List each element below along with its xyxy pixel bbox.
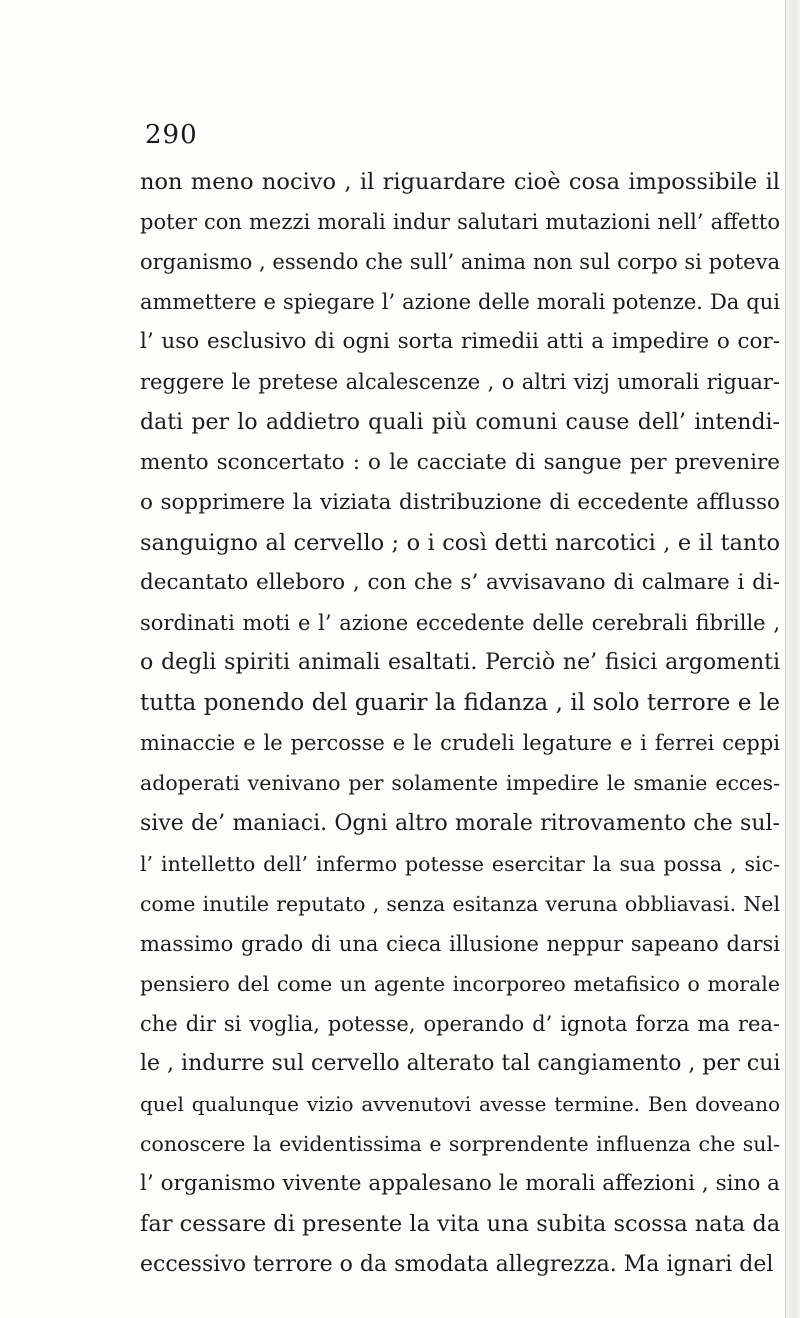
text-line: come inutile reputato , senza esitanza veruna obbliavasi. Nel	[140, 891, 780, 916]
text-line: o degli spiriti animali esaltati. Perciò ne’ fisici argomenti	[140, 650, 780, 676]
text-line: sive de’ maniaci. Ogni altro morale ritrovamento che sul-	[140, 810, 780, 836]
text-line: decantato elleboro , con che s’ avvisavano di calmare i di-	[140, 569, 780, 595]
text-line: massimo grado di una cieca illusione neppur sapeano darsi	[140, 931, 780, 956]
text-line: o sopprimere la viziata distribuzione di eccedente afflusso	[140, 489, 780, 515]
text-line: poter con mezzi morali indur salutari mutazioni nell’ affetto	[140, 210, 780, 235]
text-line: le , indurre sul cervello alterato tal cangiamento , per cui	[140, 1051, 781, 1077]
text-line: minaccie e le percosse e le crudeli legature e i ferrei ceppi	[140, 731, 780, 756]
text-line: far cessare di presente la vita una subita scossa nata da	[140, 1211, 781, 1238]
text-line: mento sconcertato : o le cacciate di sangue per prevenire	[140, 449, 780, 475]
text-line: conoscere la evidentissima e sorprendente influenza che sul-	[140, 1132, 780, 1157]
text-line: che dir si voglia, potesse, operando d’ ignota forza ma rea-	[140, 1011, 780, 1036]
text-line: tutta ponendo del guarir la fidanza , il solo terrore e le	[140, 690, 780, 717]
page-edge-shadow	[785, 0, 800, 1318]
text-line: non meno nocivo , il riguardare cioè cosa impossibile il	[140, 169, 780, 195]
text-line: ammettere e spiegare l’ azione delle morali potenze. Da qui	[140, 290, 780, 315]
body-text	[140, 162, 780, 1285]
text-line: sordinati moti e l’ azione eccedente delle cerebrali fibrille ,	[140, 611, 780, 636]
text-line: adoperati venivano per solamente impedire le smanie ecces-	[140, 771, 780, 796]
text-line: sanguigno al cervello ; o i così detti narcotici , e il tanto	[140, 529, 780, 556]
text-line: l’ intelletto dell’ infermo potesse esercitar la sua possa , sic-	[140, 851, 780, 876]
text-line: quel qualunque vizio avvenutovi avesse termine. Ben doveano	[140, 1092, 780, 1117]
text-line: eccessivo terrore o da smodata allegrezza. Ma ignari del	[140, 1251, 774, 1277]
text-line: l’ uso esclusivo di ogni sorta rimedii atti a impedire o cor-	[140, 329, 780, 355]
page-number: 290	[145, 120, 198, 150]
text-line: dati per lo addietro quali più comuni cause dell’ intendi-	[140, 409, 780, 435]
text-line: l’ organismo vivente appalesano le morali affezioni , sino a	[140, 1171, 780, 1197]
text-line: reggere le pretese alcalescenze , o altri vizj umorali riguar-	[140, 370, 780, 395]
text-line: organismo , essendo che sull’ anima non sul corpo si poteva	[140, 250, 780, 275]
text-line: pensiero del come un agente incorporeo metafisico o morale	[140, 971, 780, 996]
